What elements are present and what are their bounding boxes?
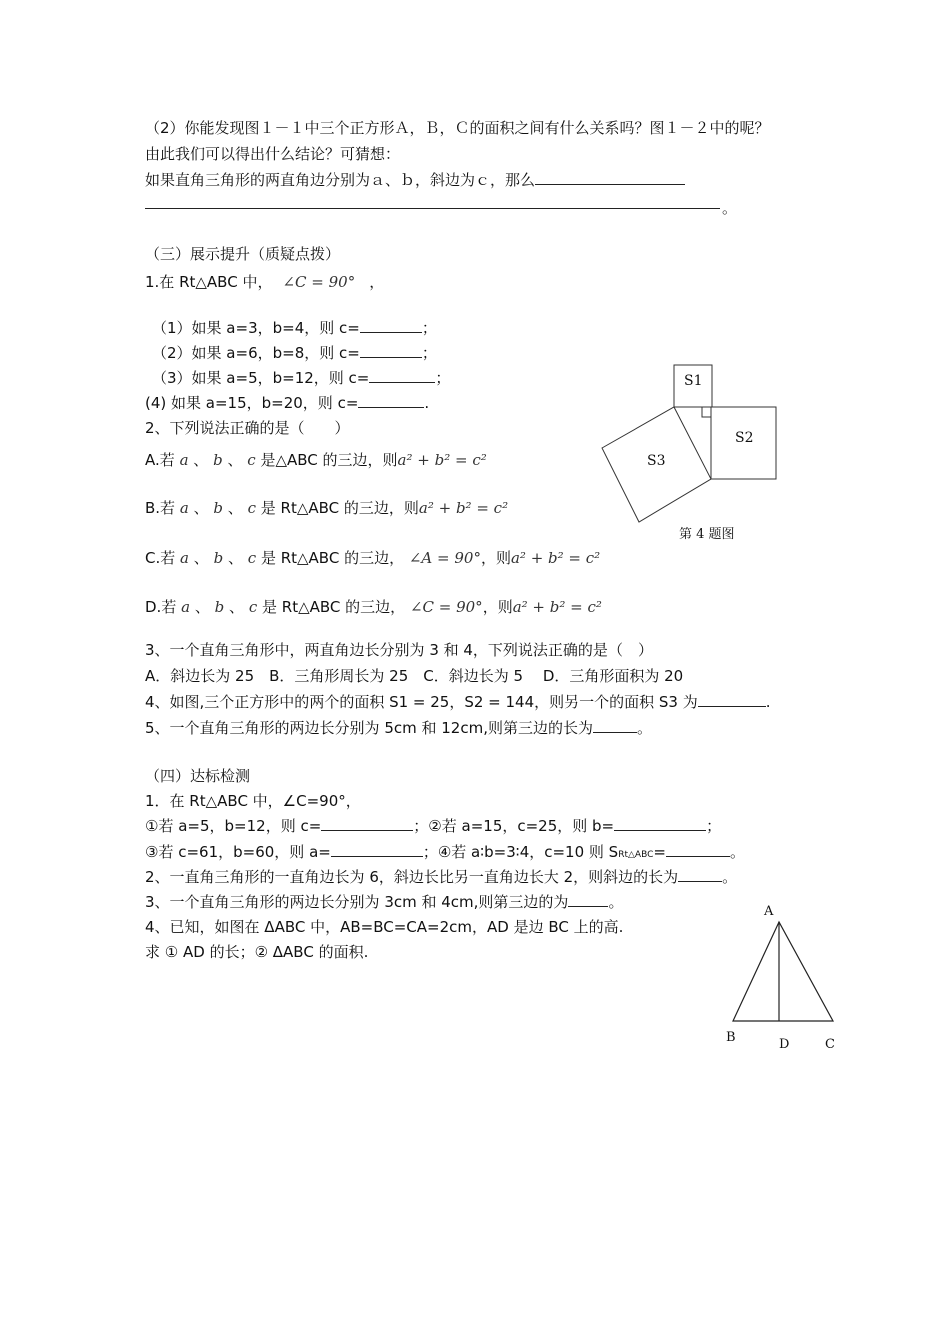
sep: 、 bbox=[227, 451, 243, 469]
var-b: b bbox=[213, 451, 223, 469]
sep: 、 bbox=[227, 499, 243, 517]
sep: 、 bbox=[194, 598, 210, 616]
q1-row2-sub: Rt△ABC bbox=[618, 850, 654, 860]
var-c: c bbox=[247, 549, 257, 567]
var-a: a bbox=[179, 499, 189, 517]
vertex-c-label: C bbox=[825, 1037, 835, 1052]
q1-item-end: ； bbox=[421, 319, 437, 337]
intro-q2-line2: 由此我们可以得出什么结论？可猜想： bbox=[145, 145, 401, 163]
label-s3: S3 bbox=[647, 453, 666, 469]
q1-item-text: (4) 如果 a=15，b=20，则 c= bbox=[145, 394, 359, 412]
s4-q2-blank[interactable] bbox=[678, 867, 722, 882]
intro-q2-line1: （2）你能发现图１－１中三个正方形Ａ，Ｂ，Ｃ的面积之间有什么关系吗？图１－２中的呢？ bbox=[145, 119, 770, 137]
q1-prefix: 1.在 Rt△ABC 中， bbox=[145, 273, 273, 291]
var-b: b bbox=[213, 499, 223, 517]
q1-item bbox=[152, 343, 437, 363]
var-a: a bbox=[181, 598, 191, 616]
q4-blank[interactable] bbox=[698, 692, 766, 707]
section3-heading: （三）展示提升（质疑点拨） bbox=[145, 245, 341, 263]
q1-row1-blank-b[interactable] bbox=[614, 816, 706, 831]
vertex-b-label: B bbox=[726, 1030, 736, 1045]
sep: 、 bbox=[193, 451, 209, 469]
q1-item-blank[interactable] bbox=[360, 318, 422, 333]
q1-row2-eq: = bbox=[653, 843, 666, 861]
section3-q3-stem: 3、一个直角三角形中，两直角边长分别为 3 和 4，下列说法正确的是（ ） bbox=[145, 641, 653, 659]
label-s2: S2 bbox=[735, 430, 754, 446]
q1-row2-blank-a[interactable] bbox=[331, 842, 423, 857]
q1-item bbox=[145, 393, 429, 413]
q1-row2-b: ④若 a∶b=3∶4，c=10 则 S bbox=[437, 843, 619, 861]
q1-angle: ∠C = 90° bbox=[282, 273, 356, 291]
var-b: b bbox=[213, 549, 224, 567]
q1-row1-blank-a[interactable] bbox=[321, 816, 413, 831]
q2-option-d bbox=[145, 597, 602, 617]
q5-end: 。 bbox=[636, 719, 652, 737]
q1-row2-blank-b[interactable] bbox=[666, 842, 730, 857]
section3-q2-stem: 2、下列说法正确的是（ ） bbox=[145, 419, 350, 437]
s4-q2-text: 2、一直角三角形的一直角边长为 6，斜边长比另一直角边长大 2，则斜边的长为 bbox=[145, 868, 679, 886]
section4-q1-row2 bbox=[145, 842, 745, 865]
intro-q2-blank-2[interactable] bbox=[145, 208, 720, 209]
sep: 、 bbox=[193, 499, 209, 517]
q1-row1-a: ①若 a=5，b=12，则 c= bbox=[145, 817, 322, 835]
section3-q3-options: A．斜边长为 25 B．三角形周长为 25 C．斜边长为 5 D．三角形面积为 20 bbox=[145, 667, 684, 685]
q4-text: 4、如图,三个正方形中的两个的面积 S1 = 25，S2 = 144，则另一个的面积 S3 为 bbox=[145, 693, 698, 711]
section3-q5 bbox=[145, 718, 652, 738]
q1-row2-a: ③若 c=61，b=60，则 a= bbox=[145, 843, 331, 861]
sep: 、 bbox=[227, 549, 243, 567]
q1-row1-b: ②若 a=15，c=25，则 b= bbox=[428, 817, 615, 835]
pythagoras-formula: a² + b² = c² bbox=[510, 549, 601, 567]
option-label: C.若 bbox=[145, 549, 176, 567]
right-angle-mark bbox=[702, 407, 711, 417]
q1-item bbox=[152, 368, 450, 388]
var-c: c bbox=[247, 499, 256, 517]
s4-q3-end: 。 bbox=[608, 893, 624, 911]
section4-q2 bbox=[145, 867, 737, 887]
s4-q2-end: 。 bbox=[722, 868, 738, 886]
sep: 、 bbox=[193, 549, 209, 567]
section4-q4-line2: 求 ① AD 的长；② ΔABC 的面积. bbox=[145, 943, 369, 961]
section4-q3 bbox=[145, 892, 623, 912]
angle-condition: ∠A = 90° bbox=[408, 549, 481, 567]
intro-q2-line3 bbox=[145, 170, 685, 190]
q4-end: . bbox=[765, 693, 771, 711]
q1-item bbox=[152, 318, 437, 338]
q1-row2-sep: ； bbox=[422, 843, 438, 861]
var-b: b bbox=[214, 598, 225, 616]
pythagoras-formula: a² + b² = c² bbox=[397, 451, 487, 469]
vertex-a-label: A bbox=[764, 904, 774, 919]
q1-item-text: （1）如果 a=3，b=4，则 c= bbox=[152, 319, 360, 337]
q1-row2-end: 。 bbox=[729, 843, 745, 861]
option-mid: 是△ABC 的三边，则 bbox=[260, 451, 398, 469]
option-end: ，则 bbox=[482, 598, 513, 616]
option-mid: 是 Rt△ABC 的三边， bbox=[260, 549, 405, 567]
section4-q1-row1 bbox=[145, 816, 721, 836]
q1-row1-sep: ； bbox=[413, 817, 429, 835]
angle-condition: ∠C = 90° bbox=[409, 598, 483, 616]
q2-option-a bbox=[145, 450, 487, 470]
triangle-abc bbox=[733, 922, 833, 1021]
s4-q3-text: 3、一个直角三角形的两边长分别为 3cm 和 4cm,则第三边的为 bbox=[145, 893, 569, 911]
intro-q2-blank-1[interactable] bbox=[535, 170, 685, 185]
q1-item-end: . bbox=[424, 394, 430, 412]
q2-option-b bbox=[145, 498, 508, 518]
q1-item-blank[interactable] bbox=[358, 393, 424, 408]
q5-blank[interactable] bbox=[593, 718, 637, 733]
option-mid: 是 Rt△ABC 的三边，则 bbox=[260, 499, 419, 517]
sep: 、 bbox=[229, 598, 245, 616]
section4-q4-line1: 4、已知，如图在 ΔABC 中，AB=BC=CA=2cm，AD 是边 BC 上的高. bbox=[145, 918, 624, 936]
s4-q3-blank[interactable] bbox=[568, 892, 608, 907]
point-d-label: D bbox=[779, 1037, 790, 1052]
var-a: a bbox=[180, 549, 189, 567]
var-c: c bbox=[247, 451, 256, 469]
section3-q1-stem bbox=[145, 272, 384, 292]
intro-q2-text: 如果直角三角形的两直角边分别为ａ、ｂ，斜边为ｃ，那么 bbox=[145, 171, 536, 189]
q2-option-c bbox=[145, 548, 600, 568]
option-end: ，则 bbox=[480, 549, 511, 567]
var-c: c bbox=[248, 598, 258, 616]
triangle-figure bbox=[715, 895, 855, 1060]
option-label: A.若 bbox=[145, 451, 175, 469]
q1-item-blank[interactable] bbox=[360, 343, 422, 358]
option-label: B.若 bbox=[145, 499, 176, 517]
q1-row1-end: ； bbox=[706, 817, 722, 835]
label-s1: S1 bbox=[684, 373, 703, 389]
pythagoras-formula: a² + b² = c² bbox=[418, 499, 509, 517]
option-label: D.若 bbox=[145, 598, 177, 616]
q5-text: 5、一个直角三角形的两边长分别为 5cm 和 12cm,则第三边的长为 bbox=[145, 719, 593, 737]
q1-item-end: ； bbox=[435, 369, 451, 387]
squares-figure bbox=[590, 355, 790, 555]
section4-heading: （四）达标检测 bbox=[145, 767, 251, 785]
figure-caption: 第 4 题图 bbox=[679, 527, 735, 542]
q1-item-blank[interactable] bbox=[369, 368, 435, 383]
section3-q4 bbox=[145, 692, 771, 712]
q1-item-end: ； bbox=[421, 344, 437, 362]
option-mid: 是 Rt△ABC 的三边， bbox=[262, 598, 406, 616]
var-a: a bbox=[179, 451, 189, 469]
q1-item-text: （3）如果 a=5，b=12，则 c= bbox=[152, 369, 370, 387]
intro-q2-end: 。 bbox=[722, 199, 738, 217]
q1-item-text: （2）如果 a=6，b=8，则 c= bbox=[152, 344, 360, 362]
section4-q1-stem: 1．在 Rt△ABC 中，∠C=90°， bbox=[145, 792, 361, 810]
q1-suffix: ， bbox=[369, 273, 385, 291]
pythagoras-formula: a² + b² = c² bbox=[512, 598, 602, 616]
